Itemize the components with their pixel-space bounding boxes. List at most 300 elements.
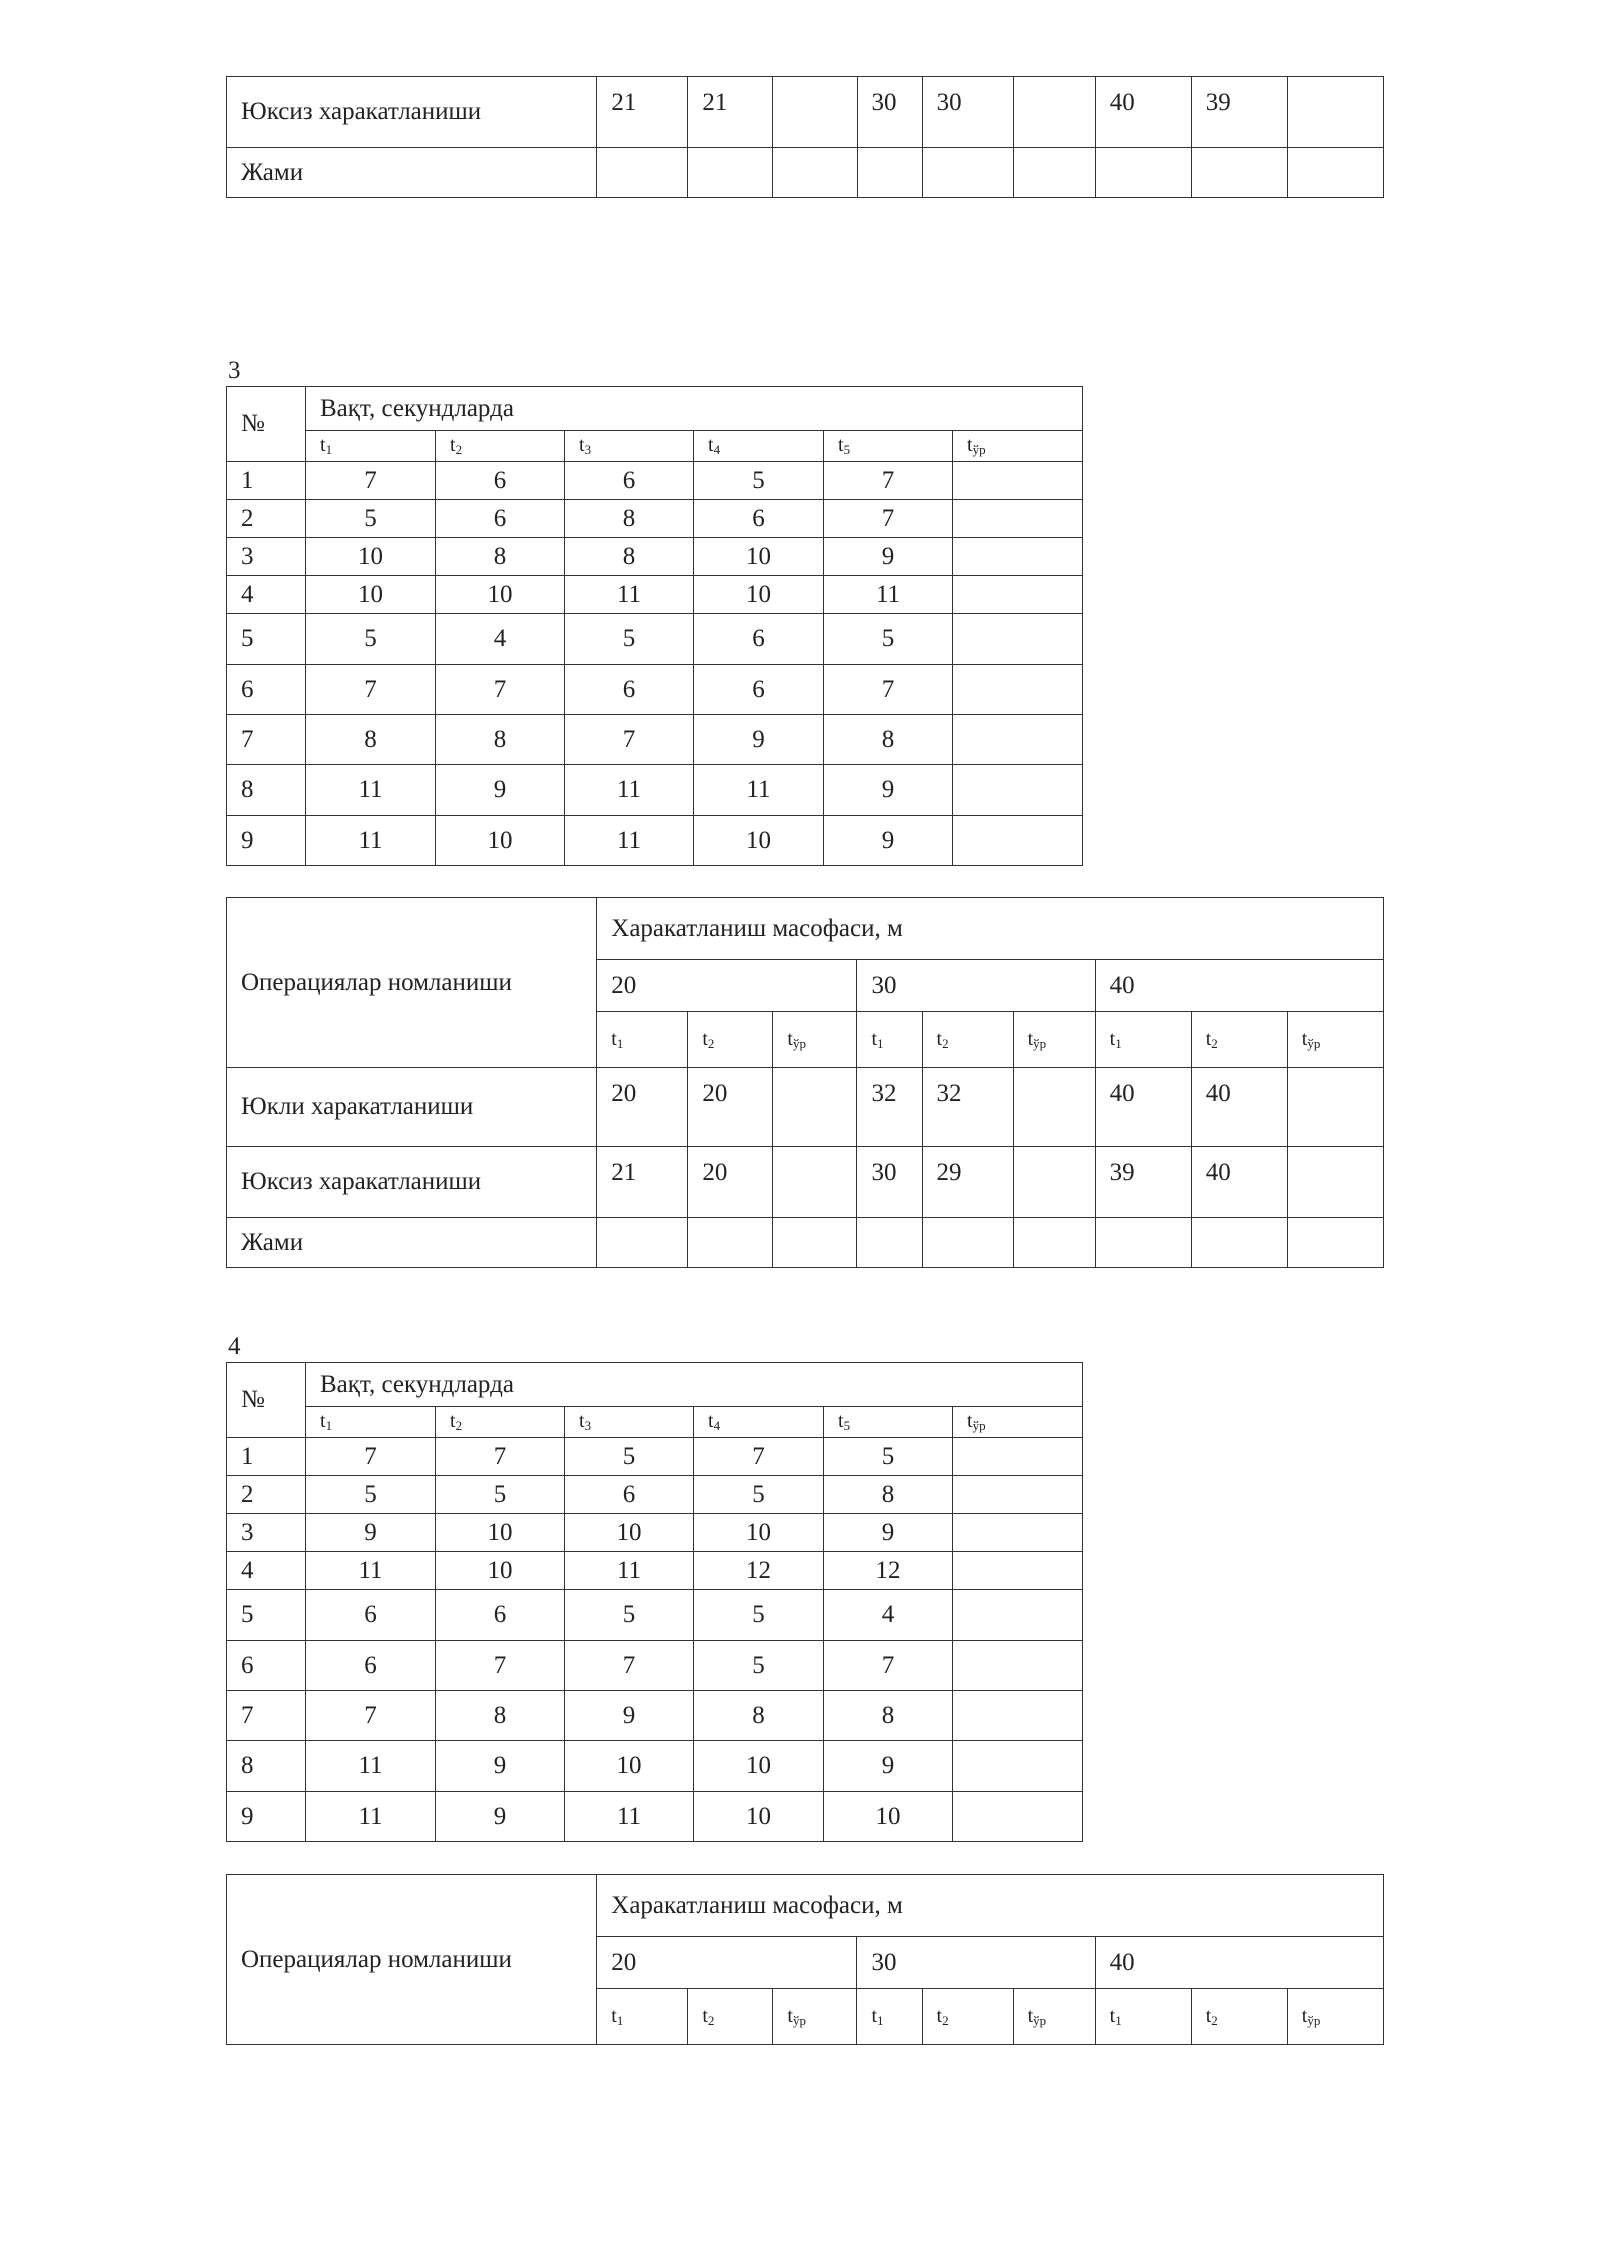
row-number: 6	[227, 665, 306, 715]
time-col-header	[306, 1407, 436, 1438]
time-header: Вақт, секундларда	[306, 387, 1083, 431]
ops-cell: 30	[857, 1147, 922, 1218]
time-cell: 6	[565, 665, 694, 715]
col-base: t	[611, 2004, 617, 2027]
ops-cell: 32	[857, 1068, 922, 1147]
col-subscript: 2	[1211, 2012, 1218, 2028]
distance-value: 40	[1095, 960, 1383, 1012]
time-row	[227, 1552, 1083, 1590]
time-cell	[953, 538, 1083, 576]
time-cell	[953, 1590, 1083, 1641]
time-cell: 10	[565, 1741, 694, 1792]
cell	[1013, 77, 1095, 148]
time-cell: 5	[306, 1476, 436, 1514]
time-col-header	[824, 431, 953, 462]
col-base: t	[1109, 1027, 1116, 1050]
col-base: t	[1109, 2004, 1116, 2027]
time-col-header	[436, 431, 565, 462]
col-base: t	[787, 1027, 793, 1050]
row-label: Жами	[227, 1218, 597, 1268]
time-cell	[953, 1514, 1083, 1552]
time-cell: 8	[824, 1691, 953, 1741]
time-cell: 4	[824, 1590, 953, 1641]
time-cell: 8	[436, 715, 565, 765]
time-cell: 4	[436, 614, 565, 665]
time-cell: 6	[306, 1641, 436, 1691]
time-row	[227, 1741, 1083, 1792]
row-number: 9	[227, 1792, 306, 1842]
row-label: Юкли харакатланиши	[227, 1068, 597, 1147]
time-cell: 10	[694, 538, 824, 576]
sub-col-header	[773, 1012, 857, 1068]
time-cell: 11	[565, 1792, 694, 1842]
time-cell: 11	[824, 576, 953, 614]
time-cell: 7	[436, 665, 565, 715]
time-cell: 7	[306, 1691, 436, 1741]
time-col-header	[694, 431, 824, 462]
time-cell: 9	[436, 1741, 565, 1792]
ops-cell	[1287, 1068, 1383, 1147]
ops-cell	[773, 1147, 857, 1218]
time-cell	[953, 462, 1083, 500]
time-col-header	[953, 431, 1083, 462]
time-cell: 9	[824, 538, 953, 576]
distance-value: 40	[1095, 1937, 1383, 1989]
time-row	[227, 1792, 1083, 1842]
col-subscript: 1	[616, 2012, 624, 2028]
time-cell: 6	[436, 1590, 565, 1641]
col-subscript: 1	[616, 1035, 624, 1051]
time-cell: 8	[824, 715, 953, 765]
time-cell: 7	[824, 462, 953, 500]
cell	[1287, 77, 1383, 148]
time-cell: 7	[436, 1438, 565, 1476]
time-cell: 12	[824, 1552, 953, 1590]
time-cell: 8	[565, 538, 694, 576]
row-number: 8	[227, 1741, 306, 1792]
time-cell: 6	[694, 614, 824, 665]
time-cell: 5	[565, 1438, 694, 1476]
ops-cell: 29	[922, 1147, 1013, 1218]
time-cell: 11	[565, 576, 694, 614]
time-cell: 7	[306, 665, 436, 715]
col-base: t	[320, 434, 326, 456]
col-subscript: ўр	[1033, 1035, 1047, 1051]
time-cell: 7	[824, 1641, 953, 1691]
time-cell: 9	[306, 1514, 436, 1552]
ops-cell	[688, 1218, 773, 1268]
col-subscript: 2	[942, 1035, 949, 1051]
col-subscript: 3	[584, 442, 592, 457]
time-cell: 11	[565, 1552, 694, 1590]
row-number: 5	[227, 614, 306, 665]
time-table-3	[226, 386, 1083, 866]
col-subscript: 2	[455, 442, 463, 457]
ops-cell	[1287, 1147, 1383, 1218]
distance-value: 20	[597, 960, 857, 1012]
ops-header: Операциялар номланиши	[227, 898, 597, 1068]
row-label: Юксиз харакатланиши	[227, 77, 597, 148]
time-cell: 7	[824, 500, 953, 538]
ops-cell	[857, 1218, 922, 1268]
time-cell: 10	[436, 1552, 565, 1590]
time-cell: 5	[306, 500, 436, 538]
ops-cell: 20	[688, 1068, 773, 1147]
distance-header: Харакатланиш масофаси, м	[597, 1875, 1384, 1937]
time-cell: 9	[824, 765, 953, 816]
sub-col-header	[922, 1989, 1013, 2045]
ops-cell	[773, 1218, 857, 1268]
time-cell: 5	[565, 614, 694, 665]
cell	[773, 77, 857, 148]
time-cell: 11	[306, 816, 436, 866]
time-col-header	[306, 431, 436, 462]
time-cell: 6	[565, 1476, 694, 1514]
time-col-header	[824, 1407, 953, 1438]
ops-cell	[1013, 1068, 1095, 1147]
time-cell: 5	[694, 1641, 824, 1691]
section-number-4: 4	[228, 1333, 241, 1360]
row-number: 3	[227, 1514, 306, 1552]
time-col-header	[565, 1407, 694, 1438]
col-subscript: ўр	[1033, 2012, 1047, 2028]
time-cell: 7	[436, 1641, 565, 1691]
time-cell: 8	[565, 500, 694, 538]
time-cell: 5	[694, 1590, 824, 1641]
ops-cell	[773, 1068, 857, 1147]
col-base: t	[450, 1410, 456, 1432]
ops-row	[227, 1218, 1384, 1268]
ops-cell: 21	[597, 1147, 688, 1218]
distance-header: Харакатланиш масофаси, м	[597, 898, 1384, 960]
time-row	[227, 1641, 1083, 1691]
time-cell	[953, 1476, 1083, 1514]
time-row	[227, 1691, 1083, 1741]
time-cell: 11	[306, 765, 436, 816]
time-cell	[953, 1641, 1083, 1691]
time-cell: 6	[694, 665, 824, 715]
time-cell	[953, 816, 1083, 866]
time-cell: 7	[565, 1641, 694, 1691]
time-cell: 10	[694, 1792, 824, 1842]
time-row	[227, 576, 1083, 614]
col-subscript: 5	[843, 442, 851, 457]
col-base: t	[708, 434, 714, 456]
sub-col-header	[1191, 1012, 1287, 1068]
distance-value: 20	[597, 1937, 857, 1989]
col-subscript: 1	[1115, 2012, 1122, 2028]
time-row	[227, 665, 1083, 715]
col-base: t	[936, 1027, 943, 1050]
row-number: 7	[227, 1691, 306, 1741]
col-subscript: ўр	[972, 1418, 986, 1433]
col-subscript: 4	[713, 1418, 721, 1433]
time-row	[227, 765, 1083, 816]
time-row	[227, 500, 1083, 538]
time-cell: 12	[694, 1552, 824, 1590]
time-row	[227, 462, 1083, 500]
top-ops-table	[226, 76, 1384, 198]
row-number: 1	[227, 462, 306, 500]
col-subscript: 2	[707, 2012, 715, 2028]
col-subscript: ўр	[972, 442, 986, 457]
time-cell: 9	[694, 715, 824, 765]
time-cell	[953, 1792, 1083, 1842]
col-base: t	[320, 1410, 326, 1432]
time-row	[227, 1438, 1083, 1476]
sub-col-header	[1287, 1989, 1383, 2045]
time-row	[227, 614, 1083, 665]
time-table-4	[226, 1362, 1083, 1842]
time-cell	[953, 1741, 1083, 1792]
time-cell: 8	[436, 1691, 565, 1741]
time-cell: 8	[694, 1691, 824, 1741]
time-cell	[953, 500, 1083, 538]
time-cell: 5	[436, 1476, 565, 1514]
col-subscript: 1	[325, 442, 333, 457]
time-cell: 6	[436, 462, 565, 500]
ops-cell: 20	[688, 1147, 773, 1218]
ops-cell: 20	[597, 1068, 688, 1147]
time-cell: 7	[694, 1438, 824, 1476]
row-number: 8	[227, 765, 306, 816]
time-cell: 9	[824, 816, 953, 866]
ops-cell: 40	[1095, 1068, 1191, 1147]
col-subscript: 3	[584, 1418, 592, 1433]
row-number: 2	[227, 500, 306, 538]
time-cell: 5	[694, 462, 824, 500]
col-base: t	[838, 1410, 844, 1432]
time-cell: 10	[436, 576, 565, 614]
time-cell	[953, 665, 1083, 715]
ops-cell: 32	[922, 1068, 1013, 1147]
time-cell	[953, 1552, 1083, 1590]
row-number: 3	[227, 538, 306, 576]
col-subscript: 4	[713, 442, 721, 457]
time-cell: 10	[694, 1741, 824, 1792]
col-base: t	[611, 1027, 617, 1050]
cell: 21	[688, 77, 773, 148]
row-number: 2	[227, 1476, 306, 1514]
time-cell	[953, 715, 1083, 765]
col-base: t	[450, 434, 456, 456]
row-label: Юксиз харакатланиши	[227, 1147, 597, 1218]
time-cell: 11	[306, 1792, 436, 1842]
ops-cell	[1095, 1218, 1191, 1268]
no-header: №	[227, 1363, 306, 1438]
time-col-header	[953, 1407, 1083, 1438]
col-subscript: ўр	[1307, 2012, 1321, 2028]
sub-col-header	[1095, 1012, 1191, 1068]
time-cell: 7	[824, 665, 953, 715]
time-cell: 7	[306, 1438, 436, 1476]
time-cell: 5	[565, 1590, 694, 1641]
col-base: t	[1027, 1027, 1034, 1050]
time-cell: 5	[824, 614, 953, 665]
col-base: t	[708, 1410, 714, 1432]
time-cell: 10	[306, 538, 436, 576]
ops-cell	[1287, 1218, 1383, 1268]
ops-cell	[1013, 1218, 1095, 1268]
time-cell: 10	[694, 1514, 824, 1552]
sub-col-header	[922, 1012, 1013, 1068]
time-cell: 7	[306, 462, 436, 500]
time-cell: 10	[306, 576, 436, 614]
time-cell: 10	[436, 816, 565, 866]
time-cell	[953, 765, 1083, 816]
col-base: t	[1301, 2004, 1308, 2027]
time-cell: 9	[824, 1741, 953, 1792]
sub-col-header	[1095, 1989, 1191, 2045]
ops-cell: 40	[1191, 1068, 1287, 1147]
col-base: t	[967, 434, 973, 456]
ops-row	[227, 1068, 1384, 1147]
ops-row	[227, 1147, 1384, 1218]
time-cell: 11	[565, 765, 694, 816]
time-cell: 9	[824, 1514, 953, 1552]
time-cell: 10	[565, 1514, 694, 1552]
time-cell: 5	[694, 1476, 824, 1514]
time-cell: 6	[436, 500, 565, 538]
col-subscript: 5	[843, 1418, 851, 1433]
col-base: t	[579, 434, 585, 456]
cell: 30	[857, 77, 922, 148]
time-row	[227, 715, 1083, 765]
col-base: t	[1027, 2004, 1034, 2027]
top-row-total	[227, 148, 1384, 198]
time-cell: 6	[565, 462, 694, 500]
row-number: 4	[227, 576, 306, 614]
col-base: t	[1205, 2004, 1212, 2027]
distance-value: 30	[857, 960, 1095, 1012]
ops-cell	[1013, 1147, 1095, 1218]
sub-col-header	[857, 1012, 922, 1068]
time-cell: 10	[436, 1514, 565, 1552]
time-cell	[953, 1438, 1083, 1476]
cell: 21	[597, 77, 688, 148]
time-cell	[953, 614, 1083, 665]
time-cell: 6	[694, 500, 824, 538]
col-base: t	[579, 1410, 585, 1432]
sub-col-header	[857, 1989, 922, 2045]
time-cell: 11	[306, 1741, 436, 1792]
col-subscript: ўр	[1307, 1035, 1321, 1051]
top-row-unloaded	[227, 77, 1384, 148]
time-col-header	[694, 1407, 824, 1438]
col-subscript: ўр	[792, 2012, 806, 2028]
col-subscript: 1	[877, 1035, 884, 1051]
time-cell: 5	[306, 614, 436, 665]
time-cell	[953, 576, 1083, 614]
time-header: Вақт, секундларда	[306, 1363, 1083, 1407]
sub-col-header	[1191, 1989, 1287, 2045]
distance-value: 30	[857, 1937, 1095, 1989]
col-subscript: 1	[877, 2012, 884, 2028]
row-number: 7	[227, 715, 306, 765]
col-base: t	[838, 434, 844, 456]
sub-col-header	[1013, 1012, 1095, 1068]
time-col-header	[565, 431, 694, 462]
time-cell: 8	[306, 715, 436, 765]
time-cell: 9	[436, 765, 565, 816]
ops-cell	[1191, 1218, 1287, 1268]
time-cell: 11	[694, 765, 824, 816]
col-subscript: 2	[942, 2012, 949, 2028]
time-cell: 11	[306, 1552, 436, 1590]
sub-col-header	[773, 1989, 857, 2045]
ops-cell: 39	[1095, 1147, 1191, 1218]
cell: 40	[1095, 77, 1191, 148]
col-base: t	[702, 1027, 708, 1050]
no-header: №	[227, 387, 306, 462]
col-base: t	[702, 2004, 708, 2027]
col-base: t	[967, 1410, 973, 1432]
col-base: t	[787, 2004, 793, 2027]
time-row	[227, 1514, 1083, 1552]
time-cell: 7	[565, 715, 694, 765]
row-number: 4	[227, 1552, 306, 1590]
time-cell: 10	[824, 1792, 953, 1842]
time-cell	[953, 1691, 1083, 1741]
row-number: 5	[227, 1590, 306, 1641]
row-number: 6	[227, 1641, 306, 1691]
ops-cell: 40	[1191, 1147, 1287, 1218]
col-base: t	[1205, 1027, 1212, 1050]
col-subscript: 1	[1115, 1035, 1122, 1051]
ops-cell	[922, 1218, 1013, 1268]
time-cell: 11	[565, 816, 694, 866]
col-subscript: 2	[1211, 1035, 1218, 1051]
time-row	[227, 1476, 1083, 1514]
time-cell: 10	[694, 816, 824, 866]
cell: 39	[1191, 77, 1287, 148]
col-base: t	[1301, 1027, 1308, 1050]
cell: 30	[922, 77, 1013, 148]
sub-col-header	[1287, 1012, 1383, 1068]
ops-cell	[597, 1218, 688, 1268]
sub-col-header	[688, 1012, 773, 1068]
sub-col-header	[688, 1989, 773, 2045]
row-label: Жами	[227, 148, 597, 198]
section-number-3: 3	[228, 357, 241, 384]
sub-col-header	[1013, 1989, 1095, 2045]
time-cell: 5	[824, 1438, 953, 1476]
time-cell: 8	[824, 1476, 953, 1514]
col-subscript: 1	[325, 1418, 333, 1433]
row-number: 9	[227, 816, 306, 866]
col-subscript: 2	[455, 1418, 463, 1433]
col-base: t	[936, 2004, 943, 2027]
col-subscript: ўр	[792, 1035, 806, 1051]
time-cell: 8	[436, 538, 565, 576]
time-cell: 9	[565, 1691, 694, 1741]
time-cell: 9	[436, 1792, 565, 1842]
col-base: t	[871, 2004, 878, 2027]
time-row	[227, 1590, 1083, 1641]
ops-table-3	[226, 897, 1384, 1268]
col-subscript: 2	[707, 1035, 715, 1051]
time-row	[227, 816, 1083, 866]
sub-col-header	[597, 1012, 688, 1068]
row-number: 1	[227, 1438, 306, 1476]
ops-header-row	[227, 1875, 1384, 1937]
time-col-header	[436, 1407, 565, 1438]
time-cell: 10	[694, 576, 824, 614]
sub-col-header	[597, 1989, 688, 2045]
ops-header-row	[227, 898, 1384, 960]
time-cell: 6	[306, 1590, 436, 1641]
ops-header: Операциялар номланиши	[227, 1875, 597, 2045]
